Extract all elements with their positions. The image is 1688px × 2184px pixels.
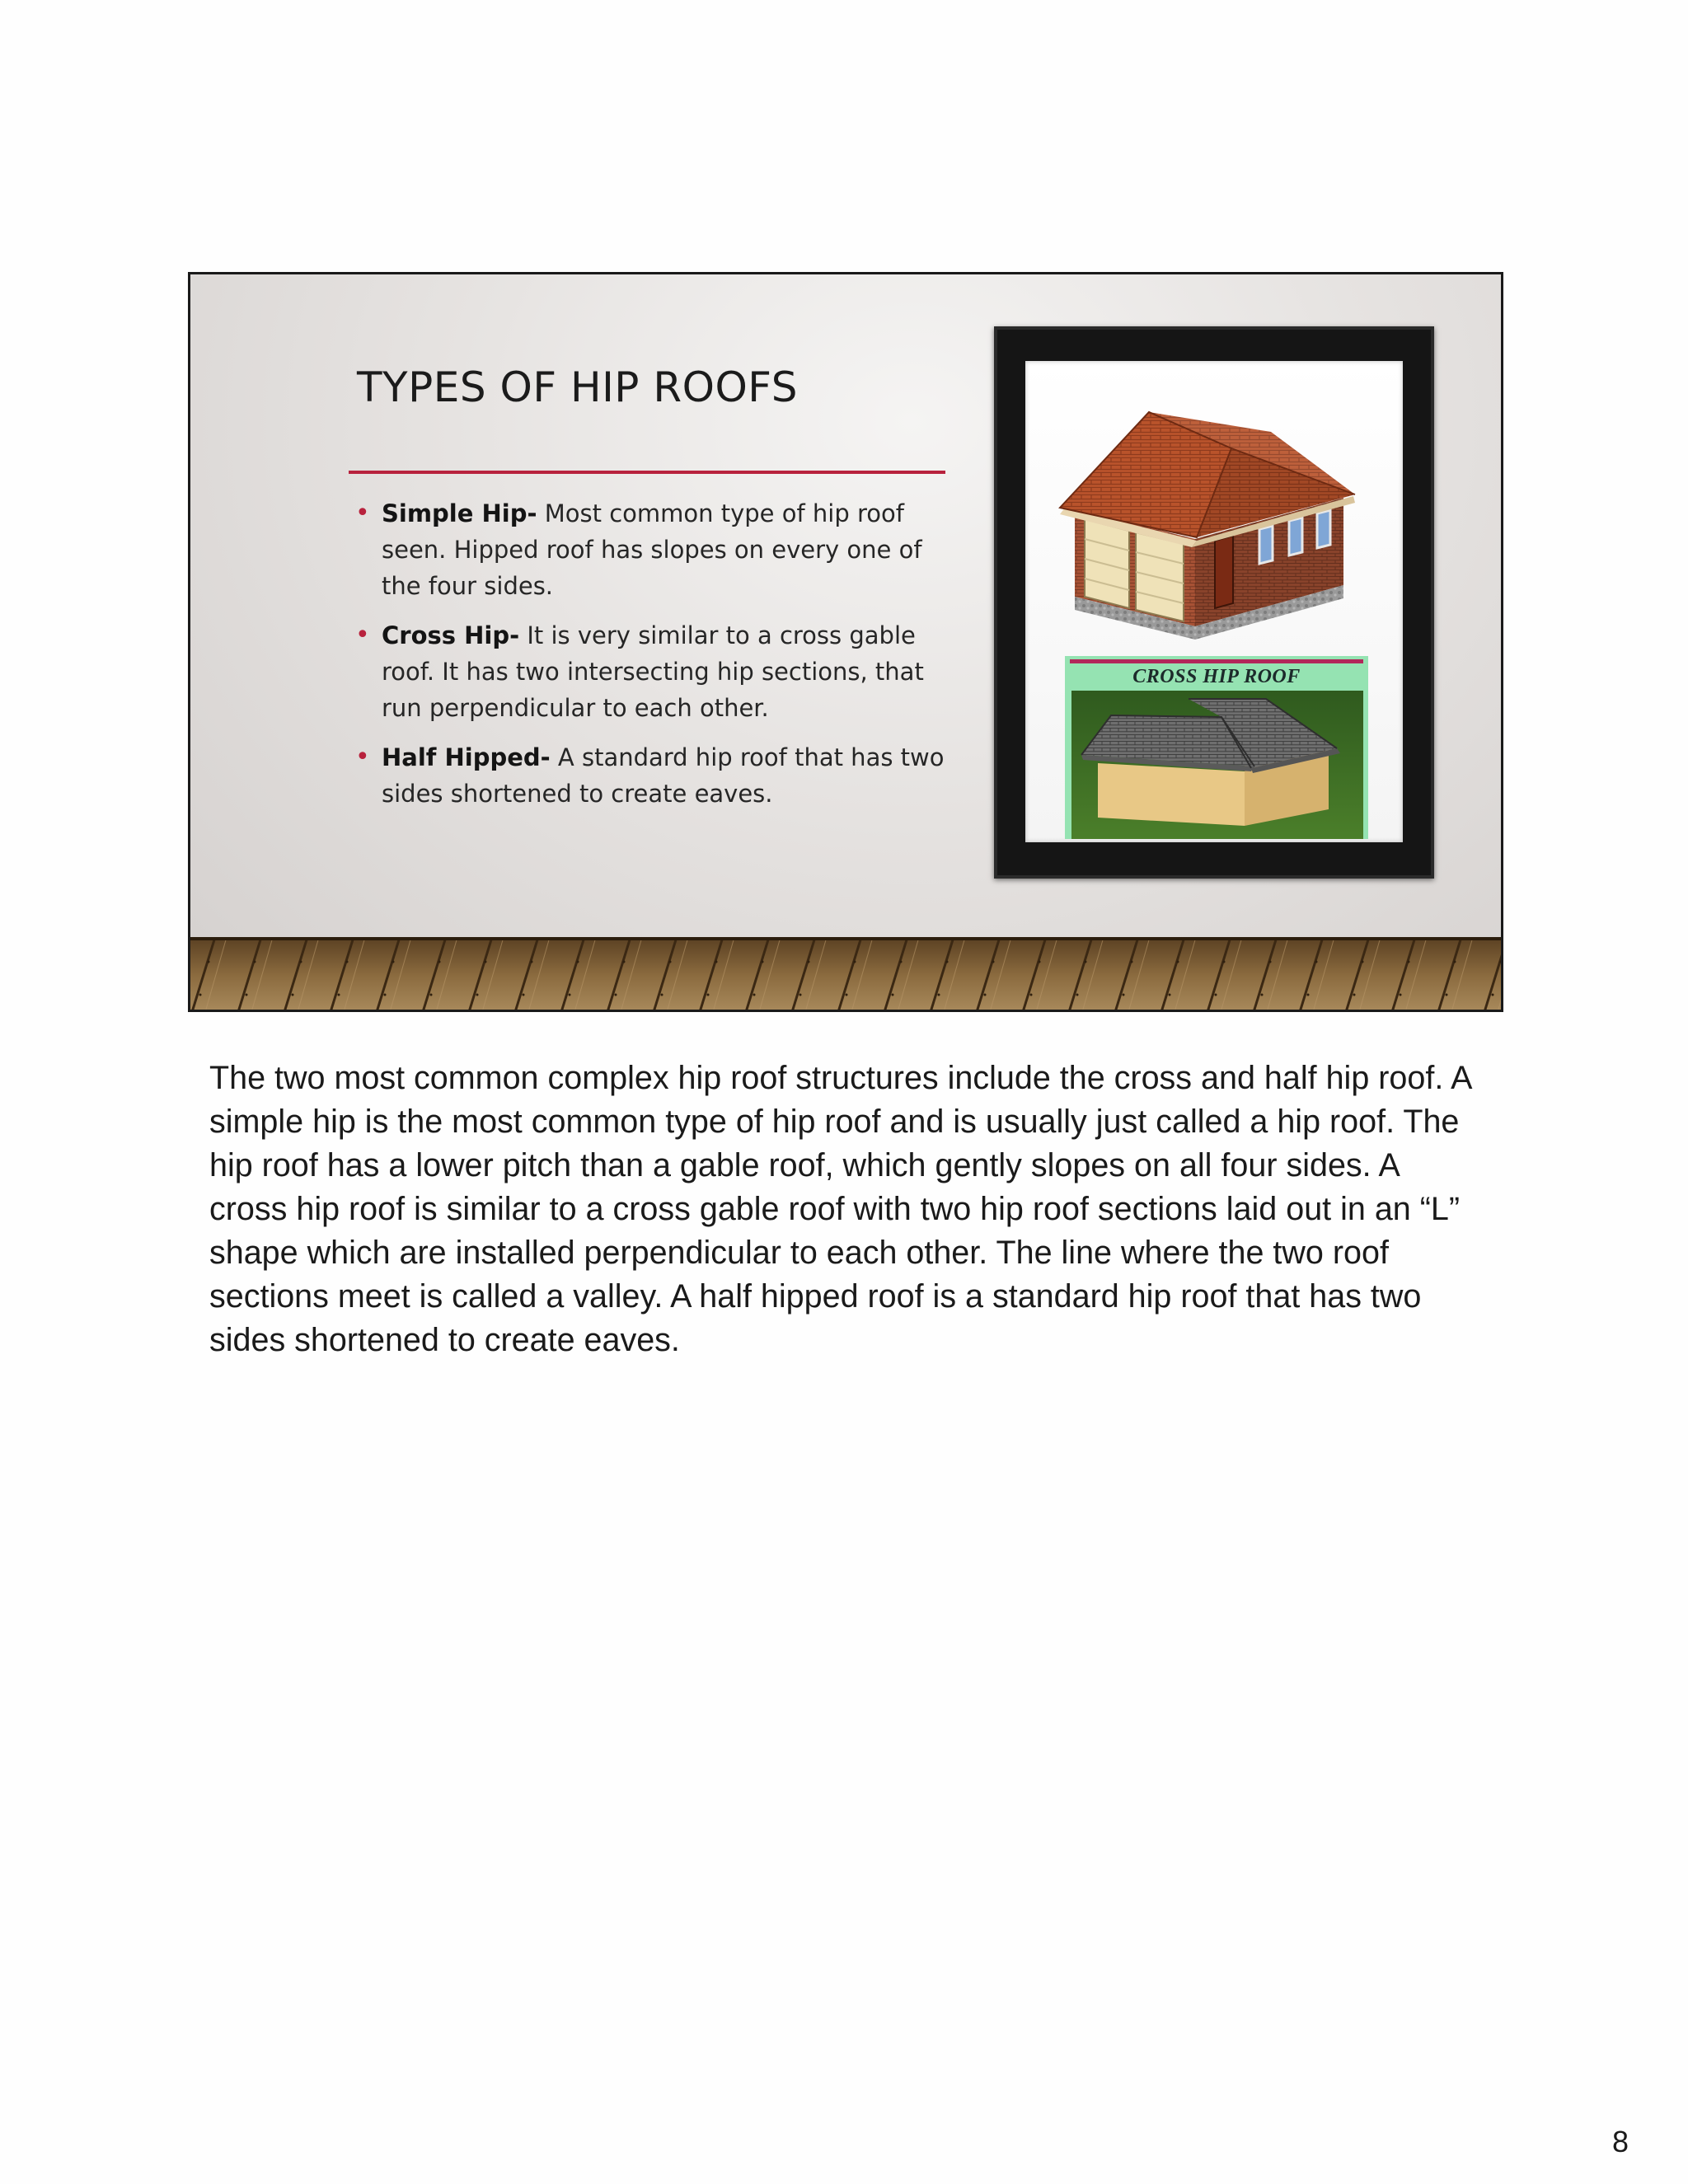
title-divider [349,471,945,474]
slide [188,272,1503,1012]
page-number: 8 [1612,2125,1629,2158]
bullet-text: A standard hip roof that has two sides shortened to create eaves. [382,743,945,808]
bullet-text: Most common type of hip roof seen. Hipped roof has slopes on every one of the four sides. [382,499,922,600]
cross-hip-roof-caption: CROSS HIP ROOF [1132,666,1301,687]
bullet-half-hipped [355,739,957,812]
bullet-term: Cross Hip- [382,621,520,649]
bullet-text: It is very similar to a cross gable roof. It has two intersecting hip sections, that run perpendicular to each other. [382,621,924,722]
simple-hip-house-illustration [1057,399,1370,646]
bullet-cross-hip [355,617,957,726]
bullet-simple-hip [355,495,957,604]
bullet-term: Half Hipped- [382,743,551,771]
cross-hip-roof-picture [1065,656,1368,839]
wood-floor-illustration [190,937,1501,1012]
bullet-list [355,495,957,825]
picture-frame [994,326,1434,879]
picture-matte [1025,361,1403,842]
cross-hip-house-illustration [1065,656,1368,839]
slide-title: TYPES OF HIP ROOFS [357,363,798,411]
bullet-term: Simple Hip- [382,499,537,527]
speaker-notes-text: The two most common complex hip roof structures include the cross and half hip roof. A simple hip is the most common type of hip roof and is usually just called a hip roof. The hip roof has a lower pitch than a gable roof, which gently slopes on all four sides. A cross hip roof is similar to a cross gable roof with two hip roof sections laid out in an “L” shape which are installed perpendicular to each other. The line where the two roof sections meet is called a valley. A half hipped roof is a standard hip roof that has two sides shortened to create eaves. [209,1060,1471,1358]
